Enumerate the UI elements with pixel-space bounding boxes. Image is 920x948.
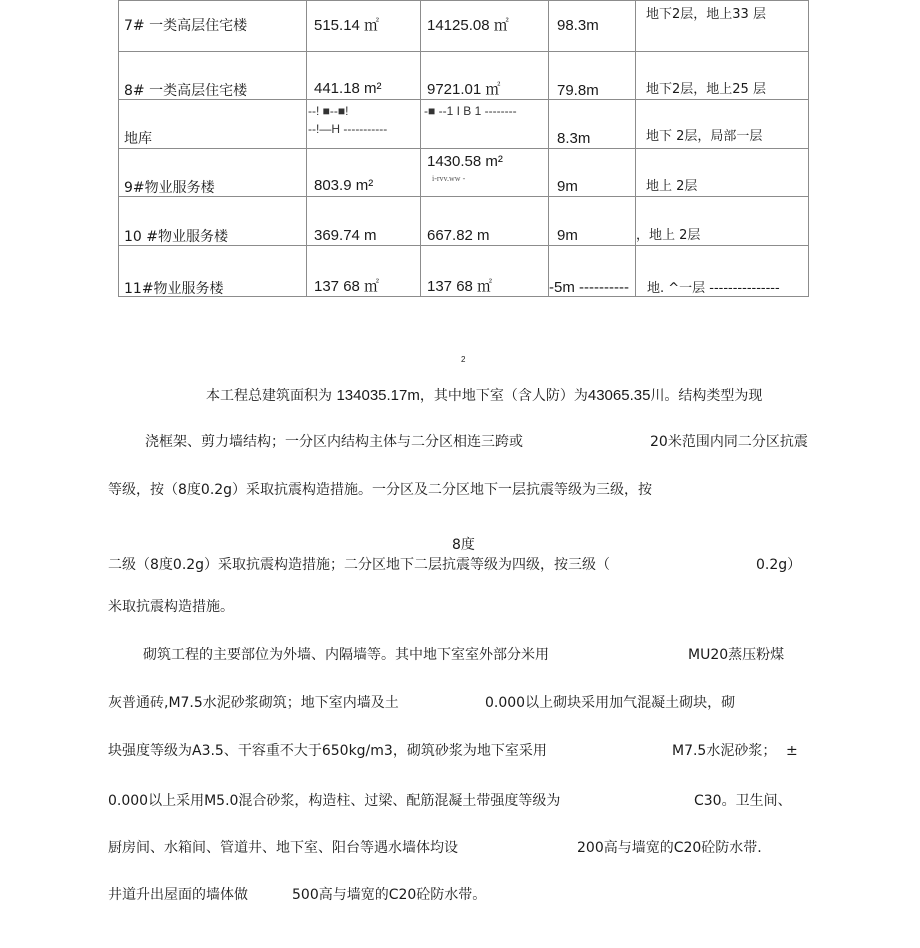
table-rule	[635, 0, 636, 297]
table-cell-name: 8# 一类高层住宅楼	[124, 83, 248, 99]
table-cell-artifact: --!—H -----------	[308, 122, 388, 136]
table-cell-area1: 137 68 ㎡	[314, 278, 380, 295]
table-cell-name: 地库	[124, 131, 152, 147]
table-cell-area1: 515.14 ㎡	[314, 17, 380, 34]
table-cell-floors: 地下2层，地上25 层	[646, 82, 766, 97]
text-run: 43065.35	[587, 387, 651, 404]
paragraph-line: MU20蒸压粉煤	[688, 647, 785, 663]
table-cell-area2: 9721.01 ㎡	[427, 81, 501, 98]
table-cell-height: -5m ----------	[549, 279, 629, 296]
table-cell-height: 79.8m	[557, 82, 599, 99]
paragraph-line: 8度	[452, 537, 475, 553]
table-cell-area1: 369.74 m	[314, 227, 377, 244]
paragraph-line: 20米范围内同二分区抗震	[650, 434, 808, 450]
paragraph-line: 等级，按（8度0.2g）采取抗震构造措施。一分区及二分区地下一层抗震等级为三级，按	[108, 482, 653, 498]
table-cell-name: 9#物业服务楼	[124, 180, 215, 196]
paragraph-line: 米取抗震构造措施。	[108, 599, 234, 615]
table-cell-height: 8.3m	[557, 130, 591, 147]
table-cell-name: 10 #物业服务楼	[124, 229, 228, 245]
table-cell-area1: 441.18 m²	[314, 80, 382, 97]
paragraph-line: 厨房间、水箱间、管道井、地下室、阳台等遇水墙体均设	[108, 840, 458, 856]
table-cell-artifact: --! ■--■!	[308, 104, 349, 118]
paragraph-line: C30。卫生间、	[694, 793, 792, 809]
paragraph-line: 500高与墙宽的C20砼防水带。	[292, 887, 487, 903]
table-cell-artifact: -■ --1 I B 1 --------	[424, 104, 517, 118]
paragraph-line: M7.5水泥砂浆；	[672, 743, 777, 759]
text-run: 134035.17m	[336, 387, 420, 404]
paragraph-line: 0.2g）	[756, 557, 802, 573]
paragraph-line: 块强度等级为A3.5、干容重不大于650kg/m3，砌筑砂浆为地下室采用	[108, 743, 547, 759]
table-cell-height: 9m	[557, 227, 578, 244]
paragraph-line: 灰普通砖,M7.5水泥砂浆砌筑；地下室内墙及土	[108, 695, 399, 711]
table-rule	[420, 0, 421, 297]
paragraph-line: 0.000以上采用M5.0混合砂浆，构造柱、过梁、配筋混凝土带强度等级为	[108, 793, 561, 809]
table-cell-floors: 地. ^一层 ---------------	[647, 281, 780, 296]
table-cell-area2: 1430.58 m²	[427, 153, 503, 170]
paragraph-line: 砌筑工程的主要部位为外墙、内隔墙等。其中地下室室外部分米用	[143, 647, 549, 663]
table-rule	[118, 196, 808, 197]
building-table	[118, 0, 808, 297]
table-cell-floors: 地下 2层，局部一层	[646, 129, 763, 144]
table-cell-name: 7# 一类高层住宅楼	[124, 18, 248, 34]
paragraph-line: 200高与墙宽的C20砼防水带.	[577, 840, 762, 856]
paragraph-line: 井道升出屋面的墙体做	[108, 887, 248, 903]
paragraph-line	[206, 388, 762, 404]
table-rule	[118, 51, 808, 52]
table-cell-area2: 137 68 ㎡	[427, 278, 493, 295]
table-rule	[548, 0, 549, 297]
table-cell-artifact: i-rvv.ww -	[432, 174, 466, 183]
table-cell-area1: 803.9 m²	[314, 177, 374, 194]
table-rule	[118, 148, 808, 149]
table-cell-floors: 地上 2层	[646, 179, 698, 194]
paragraph-line: 二级（8度0.2g）采取抗震构造措施；二分区地下二层抗震等级为四级，按三级（	[108, 557, 611, 573]
text-run: 本工程总建筑面积为	[206, 388, 332, 404]
table-cell-name: 11#物业服务楼	[124, 281, 224, 297]
table-rule	[306, 0, 307, 297]
text-run: ，其中地下室（含人防）为	[419, 388, 588, 404]
table-rule	[118, 99, 808, 100]
table-cell-area2: 14125.08 ㎡	[427, 17, 509, 34]
table-cell-floors: ，地上 2层	[636, 228, 701, 243]
paragraph-line: 浇框架、剪力墙结构；一分区内结构主体与二分区相连三跨或	[145, 434, 523, 450]
table-cell-floors: 地下2层，地上33 层	[646, 7, 766, 22]
page-number: 2	[461, 355, 466, 364]
paragraph-line: 0.000以上砌块采用加气混凝土砌块，砌	[485, 695, 736, 711]
table-rule	[118, 0, 119, 297]
table-cell-area2: 667.82 m	[427, 227, 490, 244]
paragraph-line: ±	[786, 743, 798, 759]
table-rule	[118, 0, 808, 1]
table-cell-height: 9m	[557, 178, 578, 195]
text-run: 川。结构类型为现	[650, 388, 763, 404]
table-rule	[118, 245, 808, 246]
table-cell-height: 98.3m	[557, 17, 599, 34]
table-rule	[808, 0, 809, 297]
